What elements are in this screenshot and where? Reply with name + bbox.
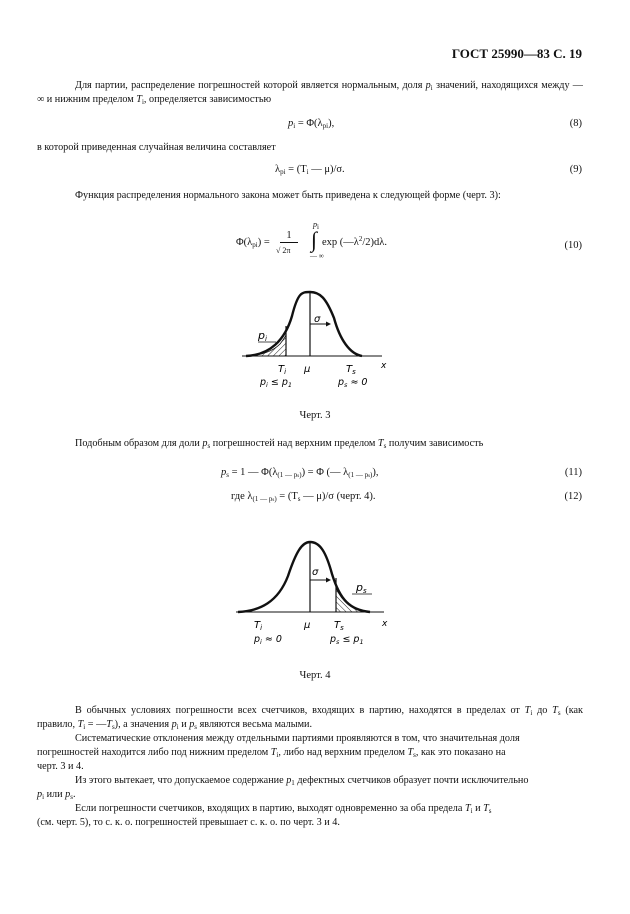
fig4-axis-label: x	[382, 619, 388, 629]
subscript: s	[557, 709, 561, 717]
subscript: (1 — p	[252, 495, 273, 503]
symbol: T	[407, 747, 414, 758]
subscript: s	[70, 793, 73, 801]
text-line	[37, 774, 583, 788]
subscript: i	[530, 709, 533, 717]
text-line	[37, 746, 583, 760]
subscript: s	[207, 442, 211, 450]
paragraph-both-limits	[37, 802, 583, 830]
integrand	[322, 237, 387, 248]
text: — μ)/σ (черт. 4).	[300, 491, 376, 502]
subscript: s	[368, 474, 371, 479]
subscript: pi	[252, 241, 258, 249]
subscript: i	[276, 751, 279, 759]
equation-8	[288, 118, 334, 129]
fig4-label-p: ps	[356, 581, 367, 595]
symbol: p	[221, 467, 227, 478]
fraction-denominator: √ 2π	[276, 246, 291, 255]
text: Φ(λ	[236, 237, 253, 248]
page-header: ГОСТ 25990—83 С. 19	[451, 46, 582, 61]
subscript: i	[176, 723, 179, 731]
paragraph-intro	[37, 79, 583, 107]
text-line	[37, 802, 583, 816]
subscript: i	[293, 122, 296, 130]
text: значений, находящихся	[432, 80, 538, 91]
text: ) = Φ (— λ	[301, 467, 349, 478]
subscript: s	[297, 495, 301, 503]
text: — μ)/σ.	[308, 164, 345, 175]
text: , либо над верхним пределом	[278, 747, 408, 758]
fig4-label-mu: μ	[304, 620, 311, 631]
superscript: 2	[358, 235, 363, 243]
symbol: T	[106, 719, 112, 730]
subscript: i	[306, 168, 309, 176]
text: и	[178, 719, 190, 730]
text: и	[472, 803, 484, 814]
figure-3	[230, 280, 400, 390]
symbol: T	[136, 94, 142, 105]
text: = —	[85, 719, 107, 730]
symbol: T	[77, 719, 84, 730]
symbol: T	[552, 705, 558, 716]
text: В обычных условиях погрешности всех счетчиков, входящих в партию, находятся в пределах от	[75, 705, 525, 716]
sigma-arrowhead	[326, 578, 331, 583]
fig4-label-Ti: $T_i$	[254, 620, 263, 632]
text: ), а значения	[114, 719, 172, 730]
paragraph-similar	[37, 437, 583, 451]
equation-number-12: (12)	[564, 491, 582, 502]
symbol: p	[425, 80, 431, 91]
subscript: (1 — p	[348, 471, 369, 479]
figure-3-caption: Черт. 3	[299, 410, 331, 421]
equation-number-9: (9)	[569, 164, 582, 175]
paragraph-systematic	[37, 732, 583, 774]
fig4-condition-right: $p_s \le p_1$	[330, 634, 364, 646]
subscript: i	[317, 223, 319, 231]
fig3-label-mu: μ	[304, 364, 311, 375]
symbol: p	[286, 775, 292, 786]
text: ),	[372, 467, 379, 478]
subscript: s	[111, 723, 115, 731]
text: = 1 — Φ(λ	[228, 467, 278, 478]
equation-9	[275, 164, 345, 175]
text: погрешностей над верхним пределом	[210, 438, 378, 449]
fig4-label-sigma: σ	[312, 567, 319, 578]
text: дефектных счетчиков образует почти исключительно	[294, 775, 529, 786]
normal-curve	[238, 542, 370, 612]
subscript: i	[83, 723, 86, 731]
subscript: i	[430, 84, 433, 92]
text: (см. черт. 5), то с. к. о. погрешностей превышает с. к. о. по черт. 3 и 4.	[37, 817, 340, 828]
fig4-label-Ts: $T_s$	[334, 620, 344, 632]
symbol: p	[65, 789, 71, 800]
text: = Φ(λ	[295, 118, 323, 129]
subscript: )	[274, 495, 277, 503]
subscript: (1 — p	[277, 471, 298, 479]
normal-curve	[246, 292, 362, 356]
text: являются весьма малыми.	[197, 719, 313, 730]
sigma-arrowhead	[326, 322, 331, 327]
text: exp (—λ	[322, 237, 359, 248]
subscript: pi	[322, 122, 329, 130]
subscript: i	[141, 98, 144, 106]
text: черт. 3 и 4.	[37, 761, 84, 772]
equation-number-10: (10)	[564, 240, 582, 251]
integral-sign: ∫	[311, 227, 318, 252]
text: получим зависимость	[386, 438, 484, 449]
text-line: в которой приведенная случайная величина составляет	[37, 142, 276, 153]
text: Подобным образом для доли	[75, 438, 203, 449]
integral-lower-limit: — ∞	[310, 252, 324, 260]
symbol: p	[288, 118, 294, 129]
equation-12	[231, 491, 376, 502]
equation-number-8: (8)	[569, 118, 582, 129]
subscript: s	[226, 471, 229, 479]
subscript: 1	[291, 779, 295, 787]
subscript: s	[194, 723, 198, 731]
symbol: p	[171, 719, 177, 730]
fig3-condition-right: $p_s \approx 0$	[338, 377, 368, 389]
figure-4-caption: Черт. 4	[299, 670, 331, 681]
text: между — ∞ и нижним пределом	[37, 80, 583, 105]
symbol: p	[202, 438, 208, 449]
text: Из этого вытекает, что допускаемое содержание	[75, 775, 287, 786]
text: , определяется зависимостью	[143, 94, 272, 105]
subscript: s	[488, 807, 492, 815]
text: Если погрешности счетчиков, входящих в партию, выходят одновременно за оба предела	[75, 803, 465, 814]
text: Систематические отклонения между отдельными партиями проявляются в том, что значительная доля	[75, 733, 520, 744]
text: ),	[328, 118, 335, 129]
fig3-label-Ti: $T_i$	[278, 364, 287, 376]
equation-11	[221, 467, 379, 478]
subscript: s	[413, 751, 416, 759]
text: = (T	[285, 164, 307, 175]
text: ) =	[257, 237, 270, 248]
subscript: i	[470, 807, 473, 815]
subscript: s	[383, 442, 387, 450]
figure-4	[230, 530, 400, 650]
text: погрешностей находится либо под нижним пределом	[37, 747, 271, 758]
fig3-axis-label: x	[381, 361, 387, 371]
text: .	[72, 789, 76, 800]
fig3-label-sigma: σ	[314, 314, 321, 325]
subscript: pi	[280, 168, 286, 176]
paragraph-normal-conditions	[37, 704, 583, 732]
equation-number-11: (11)	[564, 467, 582, 478]
text: Для партии, распределение погрешностей которой является нормальным, доля	[75, 80, 426, 91]
symbol: p	[37, 789, 43, 800]
text: или	[44, 789, 66, 800]
subscript: )	[299, 471, 302, 479]
symbol: T	[483, 803, 489, 814]
symbol: λ	[275, 164, 281, 175]
fraction-numerator: 1	[280, 230, 298, 243]
subscript: s	[297, 474, 300, 479]
paragraph-consequence	[37, 774, 583, 802]
text: /2)dλ.	[362, 237, 388, 248]
symbol: T	[377, 438, 384, 449]
text: = (T	[276, 491, 298, 502]
fig3-label-p: pi	[258, 329, 267, 343]
subscript: )	[370, 471, 373, 479]
text-line	[37, 788, 583, 802]
equation-10-lhs	[236, 237, 270, 248]
symbol: T	[524, 705, 531, 716]
symbol: T	[270, 747, 277, 758]
text: до	[532, 705, 553, 716]
text: (как правило,	[37, 705, 584, 730]
subscript: s	[272, 498, 275, 503]
fig3-label-Ts: $T_s$	[346, 364, 356, 376]
text: , как это показано на	[415, 747, 506, 758]
symbol: p	[313, 220, 317, 229]
paragraph-function: Функция распределения нормального закона может быть приведена к следующей форме (черт. 3):	[75, 190, 501, 201]
fig4-condition-left: $p_i \approx 0$	[254, 634, 282, 646]
symbol: p	[189, 719, 195, 730]
fig3-condition-left: $p_i \le p_1$	[260, 377, 293, 389]
subscript: i	[42, 793, 45, 801]
symbol: T	[464, 803, 471, 814]
text: где λ	[231, 491, 253, 502]
